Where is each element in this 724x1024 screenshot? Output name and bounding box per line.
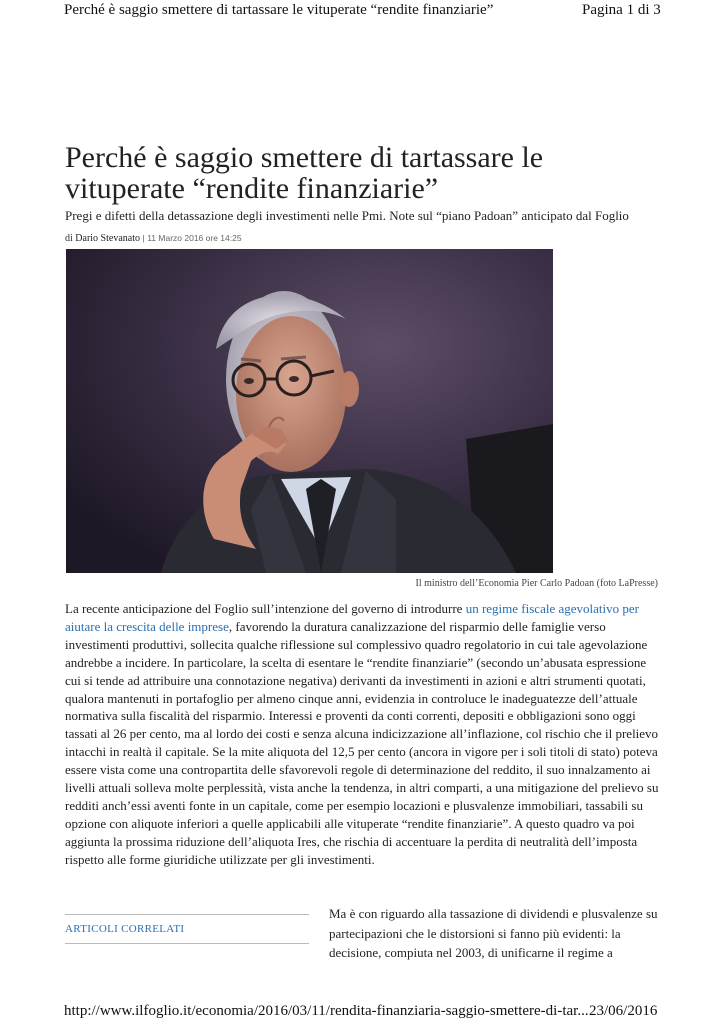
headline-line-2: vituperate “rendite finanziarie” (65, 172, 439, 205)
article-headline (65, 142, 665, 204)
byline (65, 233, 242, 244)
author-link[interactable]: Dario Stevanato (75, 233, 140, 244)
body-intro: La recente anticipazione del Foglio sull’intenzione del governo di introdurre (65, 601, 466, 616)
portrait-illustration (66, 249, 553, 573)
photo-caption: Il ministro dell’Economia Pier Carlo Padoan (foto LaPresse) (415, 578, 658, 589)
print-header (0, 0, 724, 24)
page-counter: Pagina 1 di 3 (582, 2, 661, 18)
article-body (65, 600, 665, 869)
body-continued: , favorendo la duratura canalizzazione del risparmio delle famiglie verso investimenti produttivi, sollecita qualche riflessione sul complessivo quadro regolatorio in cui tale agevolazione andrebbe a incidere. In particolare, la scelta di esentare le “rendite finanziarie” (secondo un’abusata espressione cui si tende ad attribuire una connotazione negativa) derivanti da investimenti in azioni e altri strumenti quotati, qualora mantenuti in portafoglio per almeno cinque anni, evidenzia in controluce le inadeguatezze dell’attuale normativa sulla fiscalità del risparmio. Interessi e proventi da conti correnti, depositi e obbligazioni sono oggi tassati al 26 per cento, ma al lordo dei costi e senza alcuna indicizzazione all’inflazione, col rischio che il prelievo intacchi in realtà il capitale. Se la mite aliquota del 12,5 per cento (ancora in vigore per i soli titoli di stato) poteva essere vista come una contropartita delle sfavorevoli regole di determinazione del reddito, il suo innalzamento ai livelli attuali solleva molte perplessità, vista anche la tendenza, in altri comparti, a una mitigazione del prelievo su redditi anch’essi aventi fonte in un capitale, come per esempio locazioni e plusvalenze immobiliari, tassabili su opzione con aliquote inferiori a quelle applicabili alle vituperate “rendite finanziarie”. A questo quadro va poi aggiunta la prossima riduzione dell’aliquota Ires, che rischia di accentuare la perdita di neutralità dell’imposta rispetto alle forme giuridiche utilizzate per gli investimenti. (65, 618, 659, 867)
print-header-title: Perché è saggio smettere di tartassare le vituperate “rendite finanziarie” (64, 2, 494, 18)
publish-date: 11 Marzo 2016 ore 14:25 (147, 233, 242, 243)
page-url: http://www.ilfoglio.it/economia/2016/03/11/rendita-finanziaria-saggio-smettere-di-tar... (64, 1003, 589, 1019)
print-date: 23/06/2016 (589, 1003, 658, 1019)
byline-prefix: di (65, 233, 73, 244)
article-subtitle: Pregi e difetti della detassazione degli investimenti nelle Pmi. Note sul “piano Padoan” anticipato dal Foglio (65, 208, 629, 223)
headline-line-1: Perché è saggio smettere di tartassare le (65, 141, 544, 174)
byline-separator: | (142, 233, 145, 243)
related-articles-header (65, 914, 309, 944)
article-photo (66, 249, 553, 573)
fiscal-regime-link[interactable]: un regime fiscale agevolativo per aiutare la crescita delle imprese (65, 601, 639, 634)
article-body-column: Ma è con riguardo alla tassazione di dividendi e plusvalenze su partecipazioni che le distorsioni si fanno più evidenti: la decisione, compiuta nel 2003, di unificarne il regime a (329, 906, 658, 960)
related-articles-label[interactable]: ARTICOLI CORRELATI (65, 923, 185, 935)
